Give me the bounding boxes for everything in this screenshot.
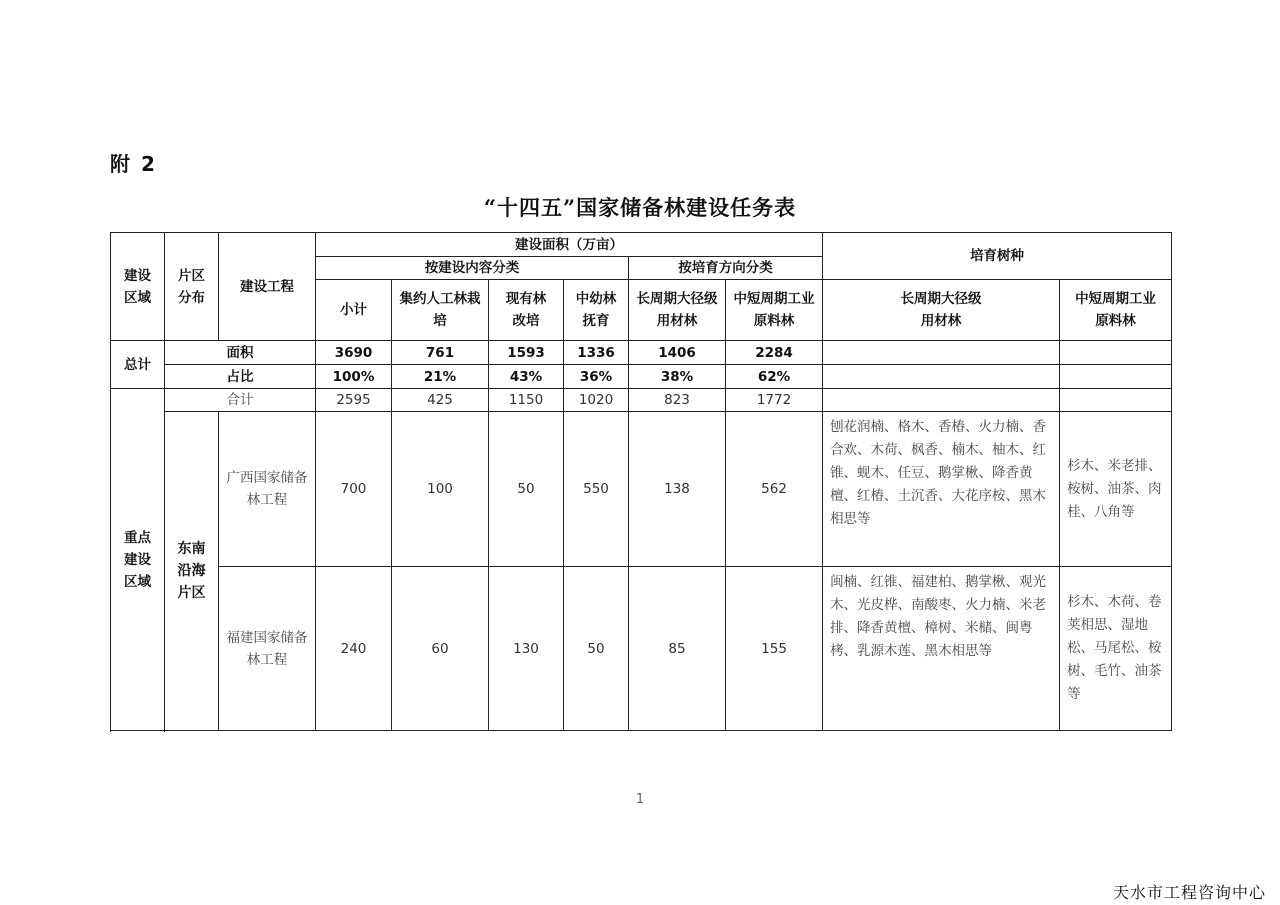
fujian-species-long: 闽楠、红锥、福建柏、鹅掌楸、观光木、光皮桦、南酸枣、火力楠、米老排、降香黄檀、樟树、米槠、闽粤栲、乳源木莲、黑木相思等 <box>823 567 1060 731</box>
key-subtotal-long-cycle: 823 <box>629 389 726 412</box>
guangxi-existing: 50 <box>489 412 564 567</box>
total-ratio-young: 36% <box>564 365 629 389</box>
header-row-1 <box>111 233 1172 257</box>
header-by-content: 按建设内容分类 <box>316 257 629 280</box>
watermark-text: 天水市工程咨询中心 <box>1112 883 1266 902</box>
key-subtotal-existing: 1150 <box>489 389 564 412</box>
total-ratio-subtotal: 100% <box>316 365 392 389</box>
fujian-intensive: 60 <box>392 567 489 731</box>
table-row <box>111 412 1172 567</box>
header-area-group: 建设面积（万亩） <box>316 233 823 257</box>
guangxi-young: 550 <box>564 412 629 567</box>
table-row <box>111 567 1172 731</box>
header-subtotal: 小计 <box>316 280 392 341</box>
total-area-label: 面积 <box>165 341 316 365</box>
guangxi-short-cycle: 562 <box>726 412 823 567</box>
guangxi-intensive: 100 <box>392 412 489 567</box>
total-ratio-long-cycle: 38% <box>629 365 726 389</box>
guangxi-subtotal: 700 <box>316 412 392 567</box>
guangxi-species-short: 杉木、米老排、桉树、油茶、肉桂、八角等 <box>1060 412 1172 567</box>
total-label: 总计 <box>111 341 165 389</box>
header-species-short: 中短周期工业原料林 <box>1060 280 1172 341</box>
fujian-short-cycle: 155 <box>726 567 823 731</box>
header-species: 培育树种 <box>823 233 1172 280</box>
fujian-subtotal: 240 <box>316 567 392 731</box>
header-by-direction: 按培育方向分类 <box>629 257 823 280</box>
header-district: 片区分布 <box>165 233 219 341</box>
total-ratio-row <box>111 365 1172 389</box>
total-area-young: 1336 <box>564 341 629 365</box>
fujian-existing: 130 <box>489 567 564 731</box>
district-label: 东南沿海片区 <box>165 412 219 731</box>
table-title: “十四五”国家储备林建设任务表 <box>483 195 797 220</box>
total-ratio-intensive: 21% <box>392 365 489 389</box>
total-ratio-existing: 43% <box>489 365 564 389</box>
page-number: 1 <box>635 792 645 807</box>
header-project: 建设工程 <box>219 233 316 341</box>
total-area-existing: 1593 <box>489 341 564 365</box>
key-subtotal-young: 1020 <box>564 389 629 412</box>
project-name-fujian: 福建国家储备林工程 <box>219 567 316 731</box>
header-species-long: 长周期大径级用材林 <box>823 280 1060 341</box>
total-area-species-short <box>1060 341 1172 365</box>
key-subtotal-species-short <box>1060 389 1172 412</box>
total-ratio-label: 占比 <box>165 365 316 389</box>
total-area-species-long <box>823 341 1060 365</box>
header-long-cycle: 长周期大径级用材林 <box>629 280 726 341</box>
header-existing: 现有林改培 <box>489 280 564 341</box>
key-subtotal-species-long <box>823 389 1060 412</box>
fujian-long-cycle: 85 <box>629 567 726 731</box>
fujian-young: 50 <box>564 567 629 731</box>
key-subtotal-label: 合计 <box>165 389 316 412</box>
key-subtotal-row <box>111 389 1172 412</box>
header-intensive: 集约人工林栽培 <box>392 280 489 341</box>
key-subtotal-intensive: 425 <box>392 389 489 412</box>
key-subtotal-short-cycle: 1772 <box>726 389 823 412</box>
project-name-guangxi: 广西国家储备林工程 <box>219 412 316 567</box>
key-region-label: 重点建设区域 <box>111 389 165 731</box>
total-ratio-species-short <box>1060 365 1172 389</box>
header-short-cycle: 中短周期工业原料林 <box>726 280 823 341</box>
key-subtotal-subtotal: 2595 <box>316 389 392 412</box>
fujian-species-short: 杉木、木荷、卷荚相思、湿地松、马尾松、桉树、毛竹、油茶等 <box>1060 567 1172 731</box>
guangxi-species-long: 刨花润楠、格木、香椿、火力楠、香合欢、木荷、枫香、楠木、柚木、红锥、蚬木、任豆、鹅掌楸、降香黄檀、红椿、土沉香、大花序桉、黑木相思等 <box>823 412 1060 567</box>
total-area-subtotal: 3690 <box>316 341 392 365</box>
total-area-row <box>111 341 1172 365</box>
total-ratio-short-cycle: 62% <box>726 365 823 389</box>
header-region: 建设区域 <box>111 233 165 341</box>
annex-label: 附 2 <box>110 152 157 176</box>
total-area-long-cycle: 1406 <box>629 341 726 365</box>
task-table <box>110 232 1172 731</box>
total-area-short-cycle: 2284 <box>726 341 823 365</box>
guangxi-long-cycle: 138 <box>629 412 726 567</box>
header-young: 中幼林抚育 <box>564 280 629 341</box>
total-area-intensive: 761 <box>392 341 489 365</box>
total-ratio-species-long <box>823 365 1060 389</box>
